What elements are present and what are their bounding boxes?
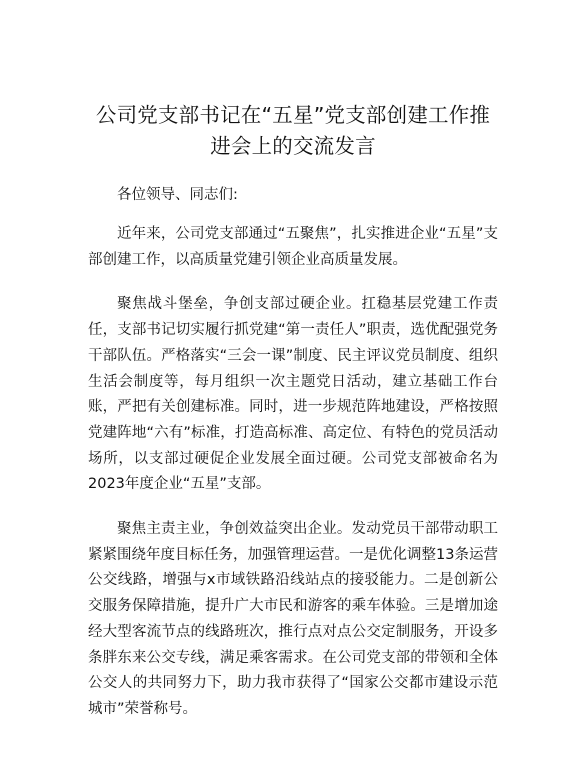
document-title: 公司党支部书记在“五星”党支部创建工作推进会上的交流发言 (95, 103, 491, 158)
paragraph-main-business: 聚焦主责主业，争创效益突出企业。发动党员干部带动职工紧紧围绕年度目标任务，加强管理运营。一是优化调整13条运营公交线路，增强与x市域铁路沿线站点的接驳能力。二是创新公交服务保障措施，提升广大市民和游客的乘车体验。三是增加途经大型客流节点的线路班次，推行点对点公交定制服务，开设多条胖东来公交专线，满足乘客需求。在公司党支部的带领和全体公交人的共同努力下，助力我市获得了“国家公交都市建设示范城市”荣誉称号。 (88, 521, 498, 717)
paragraph-intro: 近年来，公司党支部通过“五聚焦”，扎实推进企业“五星”支部创建工作，以高质量党建引领企业高质量发展。 (88, 226, 498, 268)
paragraph-party-branch: 聚焦战斗堡垒，争创支部过硬企业。扛稳基层党建工作责任，支部书记切实履行抓党建“第一责任人”职责，选优配强党务干部队伍。严格落实“三会一课”制度、民主评议党员制度、组织生活会制度等，每月组织一次主题党日活动，建立基础工作台账，严把有关创建标准。同时，进一步规范阵地建设，严格按照党建阵地“六有”标准，打造高标准、高定位、有特色的党员活动场所，以支部过硬促企业发展全面过硬。公司党支部被命名为2023年度企业“五星”支部。 (88, 296, 498, 493)
salutation: 各位领导、同志们: (117, 187, 238, 203)
